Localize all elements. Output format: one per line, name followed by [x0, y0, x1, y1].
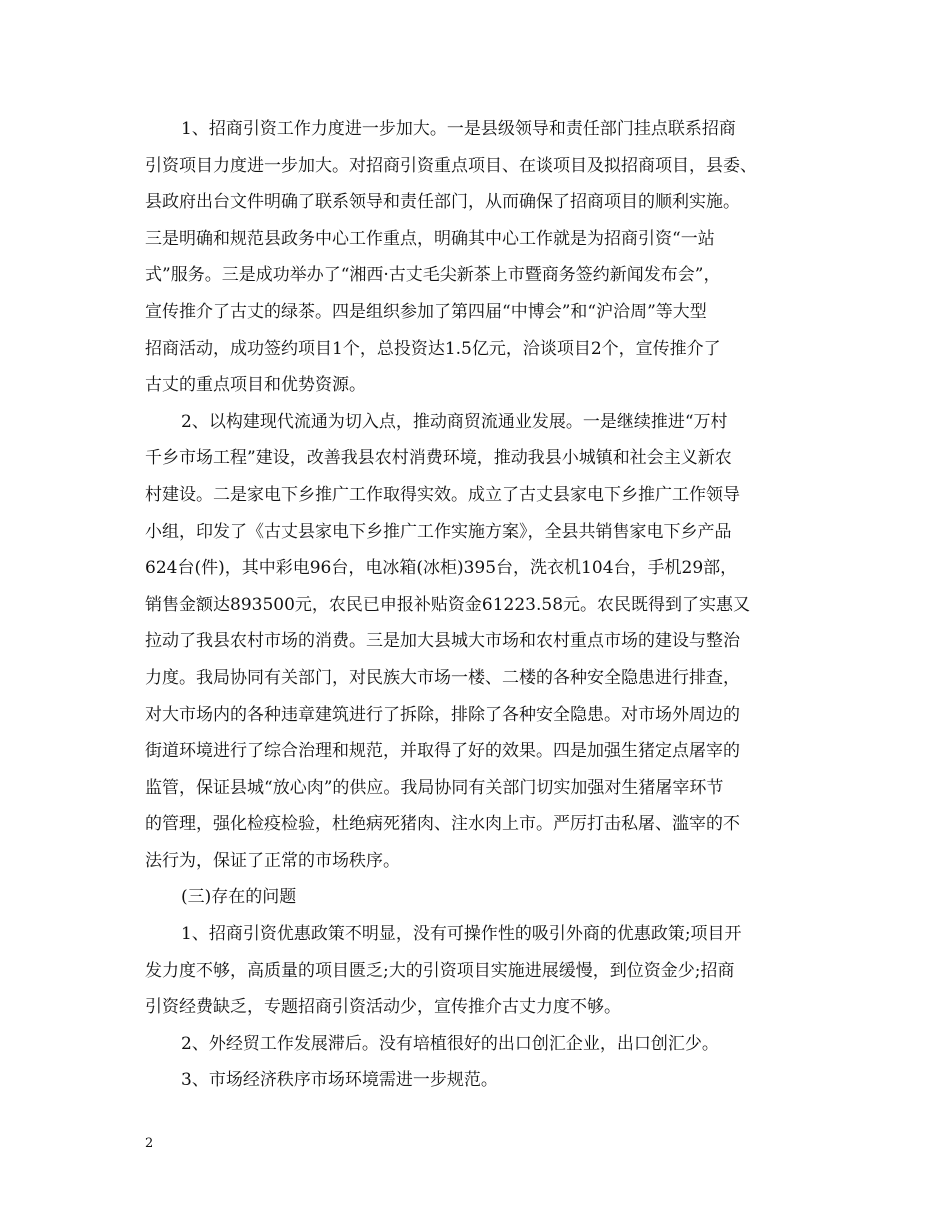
- paragraph-1-line-1: 1、招商引资工作力度进一步加大。一是县级领导和责任部门挂点联系招商: [181, 119, 736, 139]
- paragraph-2-line-3: 村建设。二是家电下乡推广工作取得实效。成立了古丈县家电下乡推广工作领导: [145, 484, 740, 505]
- paragraph-2-line-9: 对大市场内的各种违章建筑进行了拆除，排除了各种安全隐患。对市场外周边的: [145, 704, 740, 725]
- paragraph-2-line-13: 法行为，保证了正常的市场秩序。: [145, 850, 400, 871]
- paragraph-2-line-6: 销售金额达893500元，农民已申报补贴资金61223.58元。农民既得到了实惠又: [145, 594, 751, 615]
- document-body: [145, 111, 811, 1099]
- problem-3-line-1: 3、市场经济秩序市场环境需进一步规范。: [181, 1070, 498, 1091]
- paragraph-1-line-3: 县政府出台文件明确了联系领导和责任部门，从而确保了招商项目的顺利实施。: [145, 192, 740, 213]
- paragraph-1-line-4: 三是明确和规范县政务中心工作重点，明确其中心工作就是为招商引资“一站: [145, 228, 715, 249]
- paragraph-2-line-12: 的管理，强化检疫检验，杜绝病死猪肉、注水肉上市。严厉打击私屠、滥宰的不: [145, 814, 740, 835]
- paragraph-2-line-7: 拉动了我县农村市场的消费。三是加大县城大市场和农村重点市场的建设与整治: [145, 631, 740, 652]
- paragraph-2-line-4: 小组，印发了《古丈县家电下乡推广工作实施方案》，全县共销售家电下乡产品: [145, 521, 732, 542]
- problem-1-line-3: 引资经费缺乏，专题招商引资活动少，宣传推介古丈力度不够。: [145, 997, 621, 1018]
- paragraph-2-line-10: 街道环境进行了综合治理和规范，并取得了好的效果。四是加强生猪定点屠宰的: [145, 741, 740, 762]
- paragraph-1-line-6: 宣传推介了古丈的绿茶。四是组织参加了第四届“中博会”和“沪洽周”等大型: [145, 301, 707, 322]
- paragraph-2-line-11: 监管，保证县城“放心肉”的供应。我局协同有关部门切实加强对生猪屠宰环节: [145, 777, 724, 798]
- problem-1-line-2: 发力度不够，高质量的项目匮乏;大的引资项目实施进展缓慢，到位资金少;招商: [145, 960, 735, 981]
- section-heading-problems: (三)存在的问题: [181, 887, 297, 908]
- paragraph-2-line-1: 2、以构建现代流通为切入点，推动商贸流通业发展。一是继续推进“万村: [181, 411, 728, 432]
- paragraph-1-line-5: 式”服务。三是成功举办了“湘西·古丈毛尖新茶上市暨商务签约新闻发布会”，: [145, 265, 721, 286]
- problem-1-line-1: 1、招商引资优惠政策不明显，没有可操作性的吸引外商的优惠政策;项目开: [181, 924, 742, 945]
- paragraph-2-line-5: 624台(件)，其中彩电96台，电冰箱(冰柜)395台，洗衣机104台，手机29部，: [145, 558, 738, 579]
- page-number: 2: [145, 1136, 154, 1151]
- paragraph-1-line-8: 古丈的重点项目和优势资源。: [145, 375, 366, 396]
- paragraph-1-line-7: 招商活动，成功签约项目1个，总投资达1.5亿元，洽谈项目2个，宣传推介了: [145, 338, 721, 359]
- paragraph-2-line-2: 千乡市场工程”建设，改善我县农村消费环境，推动我县小城镇和社会主义新农: [145, 448, 732, 469]
- paragraph-1-line-2: 引资项目力度进一步加大。对招商引资重点项目、在谈项目及拟招商项目，县委、: [145, 155, 757, 176]
- paragraph-2-line-8: 力度。我局协同有关部门，对民族大市场一楼、二楼的各种安全隐患进行排查，: [145, 667, 740, 688]
- problem-2-line-1: 2、外经贸工作发展滞后。没有培植很好的出口创汇企业，出口创汇少。: [181, 1033, 719, 1054]
